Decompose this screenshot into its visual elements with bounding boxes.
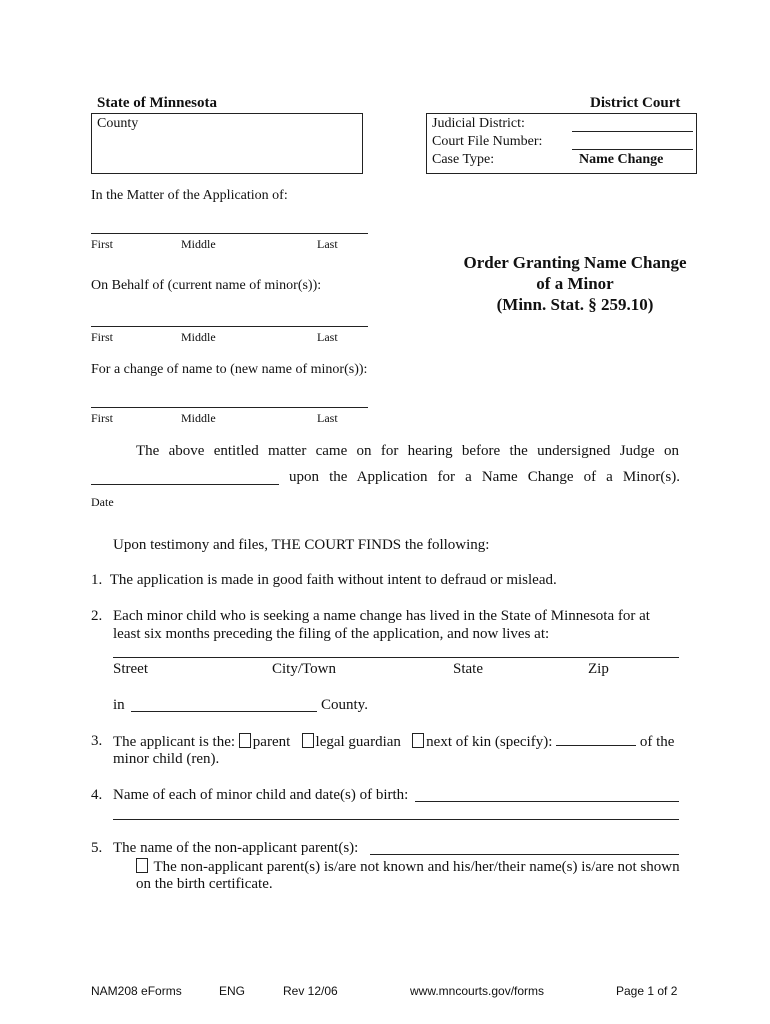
footer-page-number: Page 1 of 2 xyxy=(616,984,678,998)
court-heading: District Court xyxy=(590,95,681,111)
first-label: First xyxy=(91,411,114,425)
parent-checkbox[interactable] xyxy=(239,733,251,748)
hearing-date-field[interactable] xyxy=(91,484,279,485)
county-suffix: County. xyxy=(321,697,368,713)
new-minor-name-field[interactable] xyxy=(91,407,368,408)
item4: 4. xyxy=(91,787,103,803)
judicial-district-field[interactable] xyxy=(572,131,693,132)
item3-line1 xyxy=(113,733,674,751)
hearing-line2: upon the Application for a Name Change of a Minor(s). xyxy=(289,469,680,485)
item2: 2. xyxy=(91,608,103,624)
middle-label: Middle xyxy=(181,330,216,344)
applicant-name-field[interactable] xyxy=(91,233,368,234)
state-heading: State of Minnesota xyxy=(97,95,217,111)
first-label: First xyxy=(91,330,114,344)
current-minor-name-field[interactable] xyxy=(91,326,368,327)
court-file-label: Court File Number: xyxy=(432,134,543,149)
footer-revision: Rev 12/06 xyxy=(283,984,338,998)
county-label: County xyxy=(97,116,139,131)
city-label: City/Town xyxy=(272,661,336,677)
parent-option-label: parent xyxy=(252,734,291,750)
behalf-label: On Behalf of (current name of minor(s)): xyxy=(91,278,322,293)
item5-check-line1 xyxy=(136,858,680,876)
item5-text: The name of the non-applicant parent(s): xyxy=(113,840,359,856)
court-file-field[interactable] xyxy=(572,149,693,150)
parent-unknown-checkbox[interactable] xyxy=(136,858,148,873)
address-field[interactable] xyxy=(113,657,679,658)
county-box[interactable] xyxy=(91,113,363,174)
item3-suffix: of the xyxy=(639,734,675,750)
minor-dob-field-2[interactable] xyxy=(113,819,679,820)
case-type-label: Case Type: xyxy=(432,152,495,167)
kin-option-label: next of kin (specify): xyxy=(426,734,553,750)
item4-text: Name of each of minor child and date(s) of birth: xyxy=(113,787,409,803)
last-label: Last xyxy=(317,411,338,425)
item1-text: The application is made in good faith without intent to defraud or mislead. xyxy=(109,572,557,588)
kin-specify-field[interactable] xyxy=(556,745,636,746)
middle-label: Middle xyxy=(181,237,216,251)
last-label: Last xyxy=(317,237,338,251)
footer-form-id: NAM208 eForms xyxy=(91,984,182,998)
non-applicant-parent-field[interactable] xyxy=(370,854,679,855)
last-label: Last xyxy=(317,330,338,344)
new-name-label: For a change of name to (new name of minor(s)): xyxy=(91,362,368,377)
case-info-box xyxy=(426,113,697,174)
date-label: Date xyxy=(91,495,114,509)
footer-url[interactable]: www.mncourts.gov/forms xyxy=(410,984,545,998)
item5: 5. xyxy=(91,840,103,856)
matter-intro: In the Matter of the Application of: xyxy=(91,188,288,203)
guardian-checkbox[interactable] xyxy=(302,733,314,748)
state-label: State xyxy=(453,661,483,677)
judicial-district-label: Judicial District: xyxy=(432,116,525,131)
kin-checkbox[interactable] xyxy=(412,733,424,748)
zip-label: Zip xyxy=(588,661,609,677)
in-label: in xyxy=(113,697,125,713)
item5-check-line2: on the birth certificate. xyxy=(136,876,273,892)
item3-line2: minor child (ren). xyxy=(113,751,220,767)
first-label: First xyxy=(91,237,114,251)
item2-line1: Each minor child who is seeking a name change has lived in the State of Minnesota for at xyxy=(113,608,650,624)
item2-line2: least six months preceding the filing of the application, and now lives at: xyxy=(113,626,550,642)
title-line2: of a Minor xyxy=(536,274,614,293)
minor-dob-field[interactable] xyxy=(415,801,679,802)
guardian-option-label: legal guardian xyxy=(315,734,401,750)
hearing-line1: The above entitled matter came on for hearing before the undersigned Judge on xyxy=(136,443,679,459)
item3: 3. xyxy=(91,733,103,749)
order-title xyxy=(440,252,710,315)
item1: 1. The application is made in good faith without intent to defraud or mislead. xyxy=(91,572,557,588)
case-type-value: Name Change xyxy=(579,152,664,167)
title-line3: (Minn. Stat. § 259.10) xyxy=(496,295,654,314)
footer-language: ENG xyxy=(219,984,246,998)
county-field[interactable] xyxy=(131,711,317,712)
item3-prefix: The applicant is the: xyxy=(113,734,236,750)
street-label: Street xyxy=(113,661,148,677)
middle-label: Middle xyxy=(181,411,216,425)
title-line1: Order Granting Name Change xyxy=(463,253,687,272)
findings-intro: Upon testimony and files, THE COURT FINDS the following: xyxy=(113,537,490,553)
parent-unknown-text: The non-applicant parent(s) is/are not known and his/her/their name(s) is/are not shown xyxy=(153,859,680,875)
